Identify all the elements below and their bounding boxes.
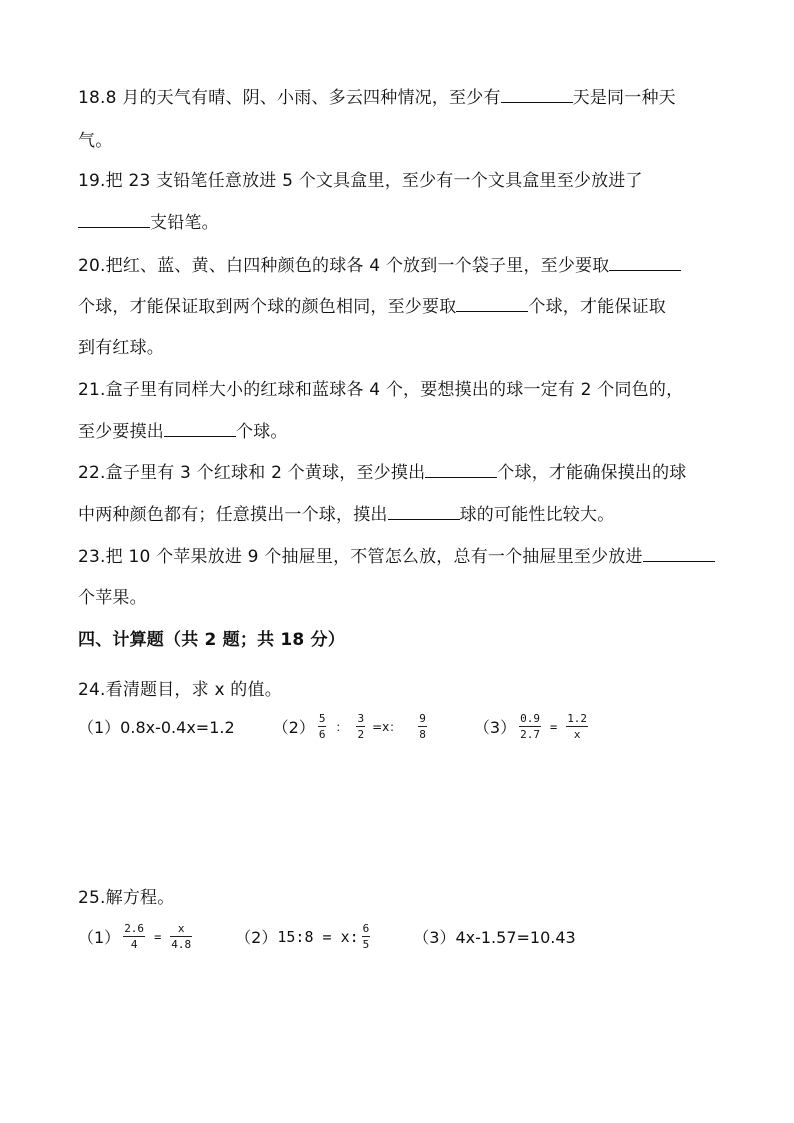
q23-text-2: 个苹果。 bbox=[78, 588, 147, 608]
question-19-line-1 bbox=[78, 169, 643, 193]
question-24-equations bbox=[78, 712, 591, 741]
question-21-line-1 bbox=[78, 378, 683, 402]
fraction: $\frac{5}{6}$ bbox=[318, 712, 326, 741]
q22-text-4: 球的可能性比较大。 bbox=[459, 505, 615, 525]
question-20-line-1 bbox=[78, 254, 681, 278]
question-22-line-1 bbox=[78, 461, 687, 485]
question-20-line-2 bbox=[78, 295, 666, 319]
q22-text-3: 中两种颜色都有；任意摸出一个球，摸出 bbox=[78, 505, 388, 525]
fraction: $\frac{6}{5}$ bbox=[362, 922, 370, 951]
question-25-equations bbox=[78, 922, 576, 951]
question-24-prompt: 24.看清题目，求 x 的值。 bbox=[78, 680, 282, 700]
q21-text-1: 21.盒子里有同样大小的红球和蓝球各 4 个，要想摸出的球一定有 2 个同色的， bbox=[78, 380, 684, 400]
q23-text-1: 23.把 10 个苹果放进 9 个抽屉里，不管怎么放，总有一个抽屉里至少放进 bbox=[78, 547, 643, 567]
ratio-sign: ： bbox=[335, 720, 348, 734]
q25-eq1-label: （1） bbox=[78, 928, 121, 947]
question-23-line-2 bbox=[78, 586, 147, 610]
question-22-line-2 bbox=[78, 503, 614, 527]
answer-blank[interactable] bbox=[501, 86, 573, 103]
answer-blank[interactable] bbox=[456, 295, 528, 312]
q22-text-2: 个球，才能确保摸出的球 bbox=[497, 463, 687, 483]
q25-eq2-text: 15:8 = x: bbox=[277, 927, 359, 946]
q18-text-1: 18.8 月的天气有晴、阴、小雨、多云四种情况，至少有 bbox=[78, 88, 501, 108]
q20-text-3: 个球，才能保证取 bbox=[528, 297, 667, 317]
q24-eq2-label: （2） bbox=[272, 718, 315, 737]
fraction: $\frac{1.2}{x}$ bbox=[567, 712, 588, 741]
section-heading: 四、计算题（共 2 题；共 18 分） bbox=[78, 630, 345, 650]
fraction: $\frac{0.9}{2.7}$ bbox=[520, 712, 540, 741]
q19-text-2: 支铅笔。 bbox=[150, 213, 219, 233]
answer-blank[interactable] bbox=[643, 545, 715, 562]
q20-text-1: 20.把红、蓝、黄、白四种颜色的球各 4 个放到一个袋子里，至少要取 bbox=[78, 256, 610, 276]
question-19-line-2 bbox=[78, 211, 219, 235]
q24-eq1: （1）0.8x-0.4x=1.2 bbox=[78, 718, 235, 737]
answer-blank[interactable] bbox=[388, 503, 460, 520]
q24-eq3-label: （3） bbox=[473, 718, 517, 737]
fraction: $\frac{3}{2}$ bbox=[357, 712, 365, 741]
q18-text-3: 气。 bbox=[78, 131, 113, 151]
fraction: $\frac{9}{8}$ bbox=[419, 712, 426, 741]
equals-sign: = bbox=[549, 719, 558, 734]
q18-text-2: 天是同一种天 bbox=[572, 88, 676, 108]
question-18-line-2 bbox=[78, 129, 112, 153]
answer-blank[interactable] bbox=[609, 254, 681, 271]
question-23-line-1 bbox=[78, 545, 715, 569]
q20-text-4: 到有红球。 bbox=[78, 338, 164, 358]
fraction: $\frac{2.6}{4}$ bbox=[124, 922, 145, 951]
question-20-line-3 bbox=[78, 336, 164, 360]
fraction: $\frac{x}{4.8}$ bbox=[171, 922, 192, 951]
q25-eq2-label: （2） bbox=[235, 928, 278, 947]
q22-text-1: 22.盒子里有 3 个红球和 2 个黄球，至少摸出 bbox=[78, 463, 426, 483]
answer-blank[interactable] bbox=[425, 461, 497, 478]
answer-blank[interactable] bbox=[164, 420, 236, 437]
q24-eq2-mid: =x： bbox=[372, 720, 402, 734]
q20-text-2: 个球，才能保证取到两个球的颜色相同，至少要取 bbox=[78, 297, 457, 317]
q21-text-2: 至少要摸出 bbox=[78, 422, 164, 442]
question-21-line-2 bbox=[78, 420, 288, 444]
equals-sign: = bbox=[154, 929, 162, 944]
q21-text-3: 个球。 bbox=[236, 422, 288, 442]
q25-eq3: （3）4x-1.57=10.43 bbox=[413, 928, 576, 947]
q19-text-1: 19.把 23 支铅笔任意放进 5 个文具盒里，至少有一个文具盒里至少放进了 bbox=[78, 171, 643, 191]
question-25-prompt: 25.解方程。 bbox=[78, 888, 175, 908]
answer-blank[interactable] bbox=[78, 211, 150, 228]
question-18-line-1 bbox=[78, 86, 676, 110]
